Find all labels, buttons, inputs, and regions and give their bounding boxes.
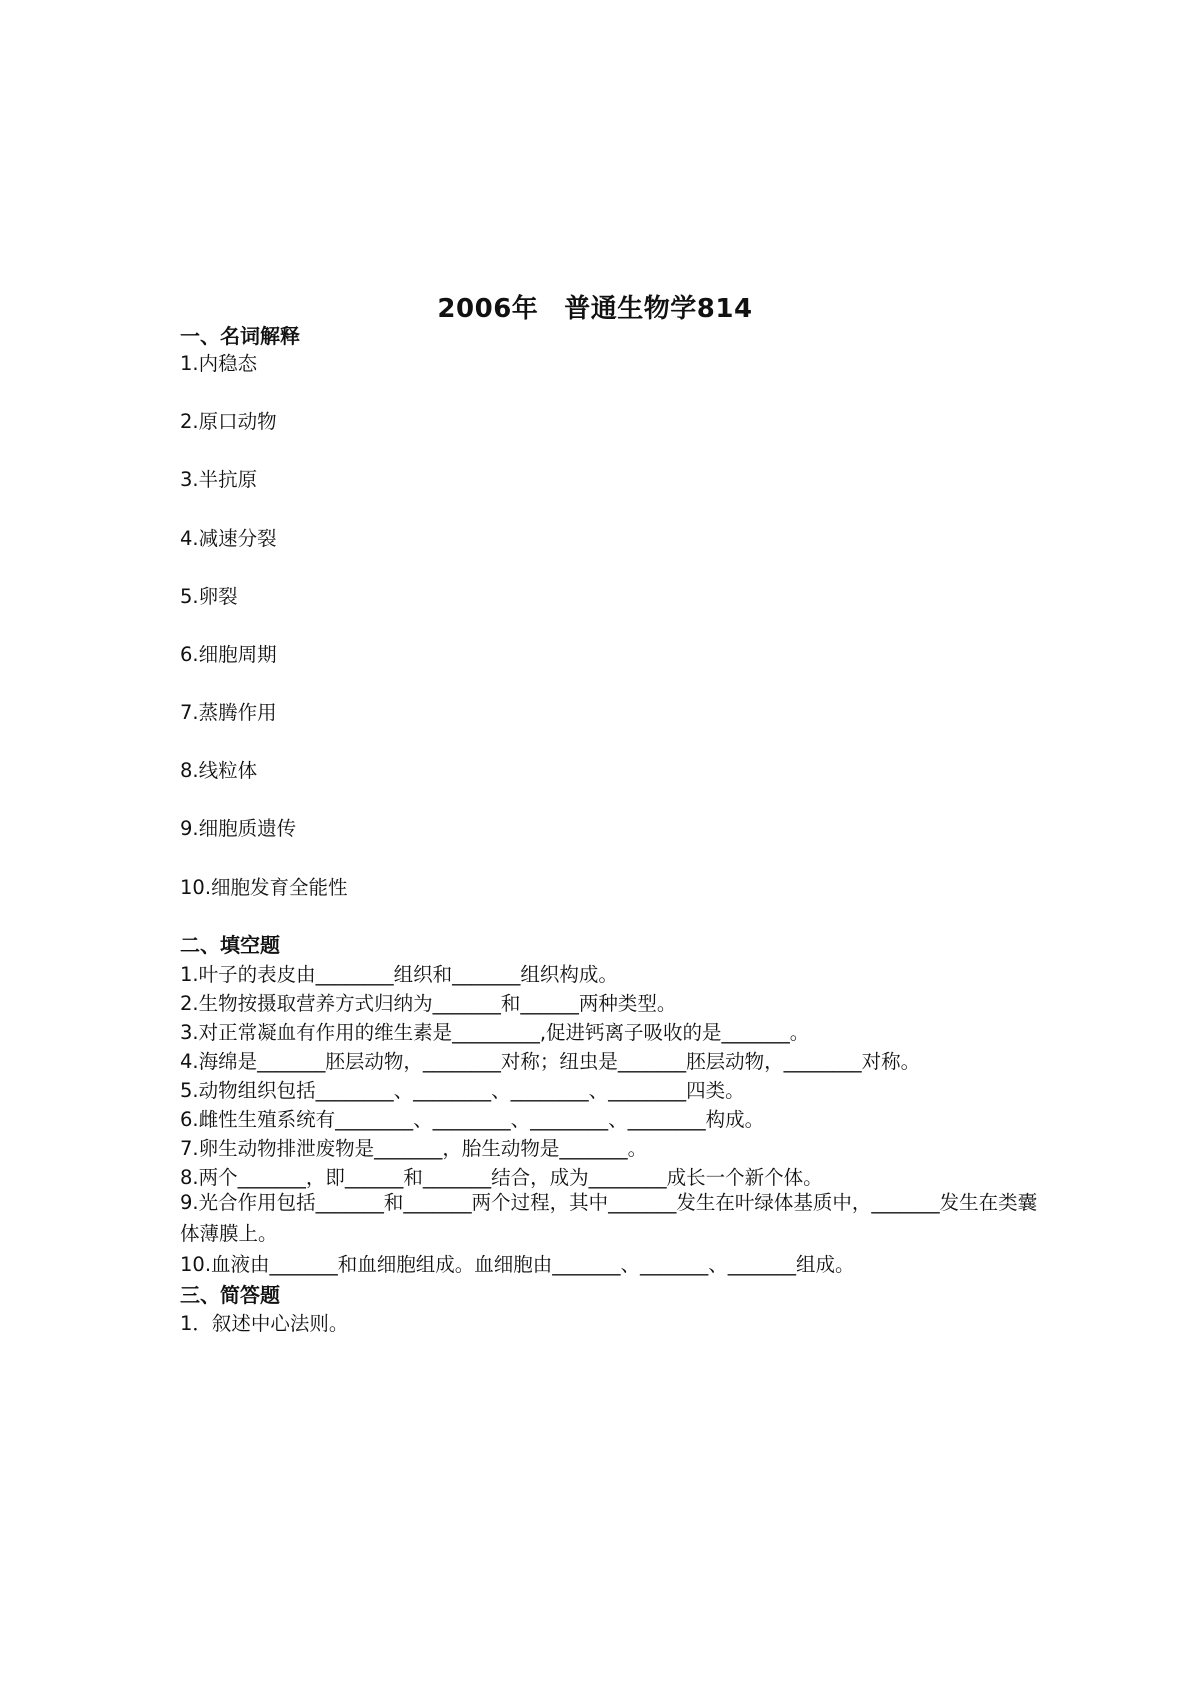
- section-heading-terms: 一、名词解释: [180, 324, 300, 348]
- term-item: 4.减速分裂: [180, 527, 277, 550]
- term-item: 1.内稳态: [180, 352, 258, 375]
- fill-question: 10.血液由_______和血细胞组成。血细胞由_______、_______、_______组成。: [180, 1253, 855, 1276]
- fill-question: 5.动物组织包括________、________、________、________四类。: [180, 1079, 745, 1102]
- fill-question: 3.对正常凝血有作用的维生素是_________,促进钙离子吸收的是_______。: [180, 1021, 810, 1044]
- term-item: 6.细胞周期: [180, 643, 277, 666]
- fill-question: 9.光合作用包括_______和_______两个过程，其中_______发生在叶绿体基质中，_______发生在类囊体薄膜上。: [180, 1191, 1038, 1245]
- section-heading-fill-in: 二、填空题: [180, 933, 280, 957]
- fill-question: 8.两个_______，即______和_______结合，成为________成长一个新个体。: [180, 1166, 823, 1189]
- term-item: 8.线粒体: [180, 759, 258, 782]
- title-year: 2006年: [437, 294, 539, 324]
- term-item: 3.半抗原: [180, 468, 258, 491]
- fill-question: 4.海绵是_______胚层动物，________对称；纽虫是_______胚层动物，________对称。: [180, 1050, 921, 1073]
- term-item: 2.原口动物: [180, 410, 277, 433]
- fill-question: 2.生物按摄取营养方式归纳为_______和______两种类型。: [180, 992, 677, 1015]
- fill-question: 6.雌性生殖系统有________、________、________、________构成。: [180, 1108, 765, 1131]
- term-item: 9.细胞质遗传: [180, 817, 297, 840]
- section-heading-short-answer: 三、简答题: [180, 1283, 280, 1307]
- fill-question: 7.卵生动物排泄废物是_______，胎生动物是_______。: [180, 1137, 648, 1160]
- document-title: [0, 288, 1190, 325]
- fill-question: 1.叶子的表皮由________组织和_______组织构成。: [180, 963, 618, 986]
- term-item: 10.细胞发育全能性: [180, 876, 348, 899]
- title-subject: 普通生物学814: [564, 294, 753, 324]
- term-item: 7.蒸腾作用: [180, 701, 277, 724]
- short-answer-question: 1．叙述中心法则。: [180, 1312, 349, 1335]
- term-item: 5.卵裂: [180, 585, 238, 608]
